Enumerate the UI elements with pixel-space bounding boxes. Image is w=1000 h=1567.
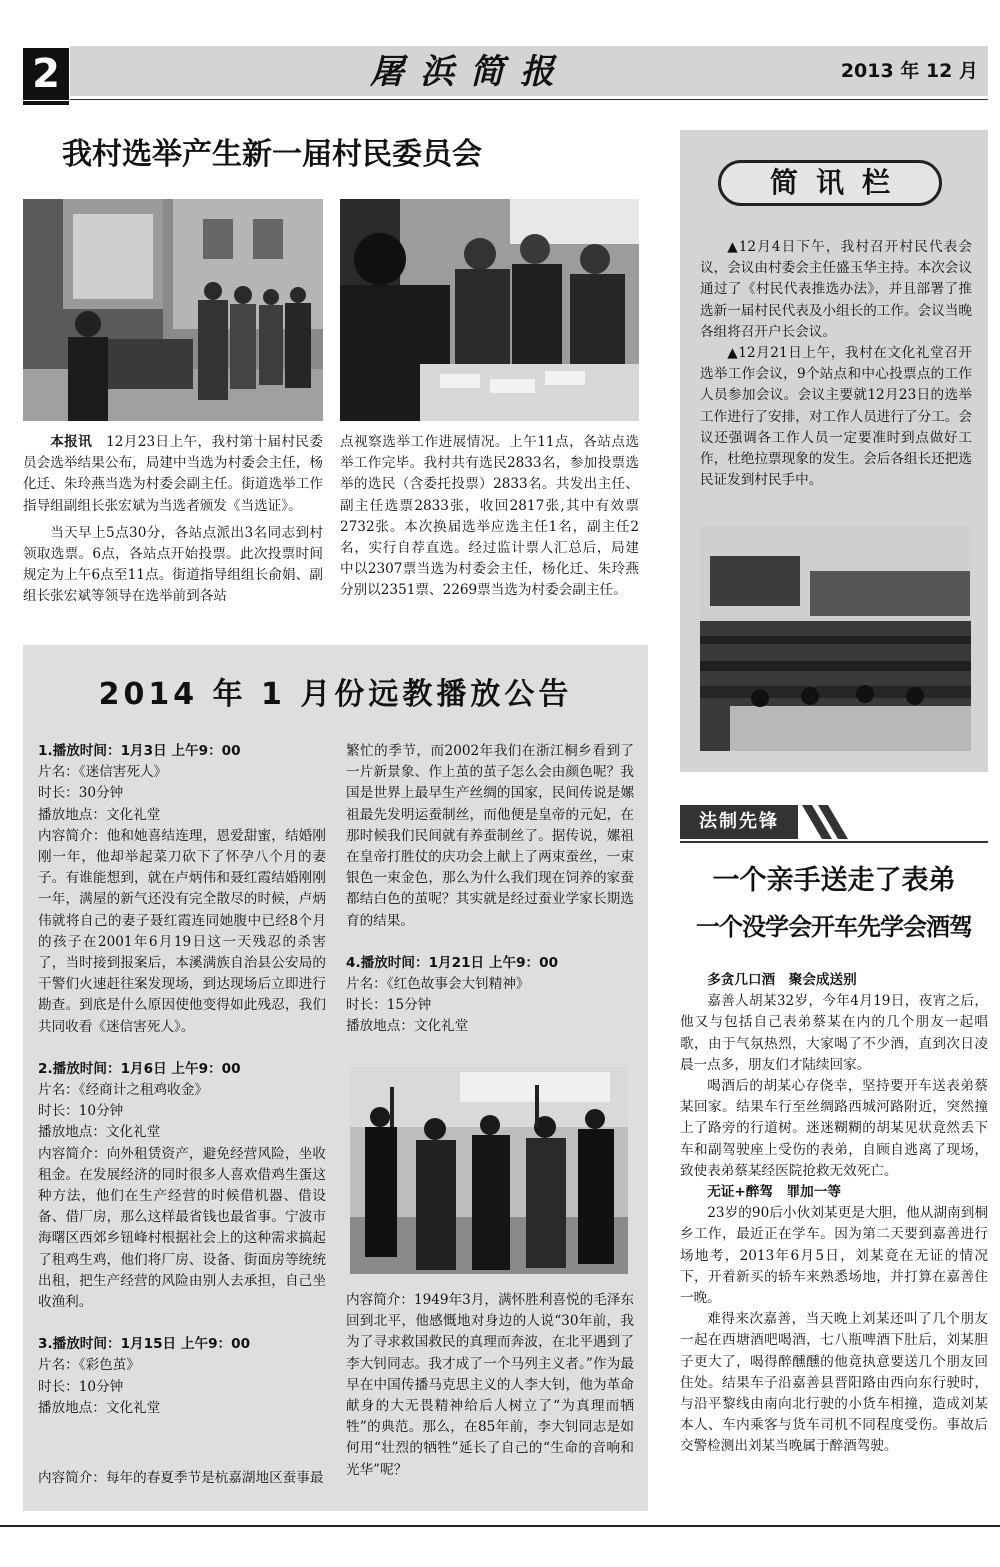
brief-item-1: ▲12月4日下午，我村召开村民代表会议，会议由村委会主任盛玉华主持。本次会议通过了《村民代表推选办法》，并且部署了推选新一届村民代表及小组长的工作。会议当晚各组将召开户长会议。 <box>700 239 972 340</box>
lead-headline: 我村选举产生新一届村民委员会 <box>62 137 482 172</box>
notice-item-3-intro-start: 内容简介：每年的春夏季节是杭嘉湖地区蚕事最 <box>38 1470 324 1486</box>
notice-item-4-intro: 内容简介：1949年3月，满怀胜利喜悦的毛泽东回到北平，他感慨地对身边的人说“30年前，我为了寻求救国救民的真理而奔波，在北平遇到了李大钊同志。我才成了一个马列主义者。”作为最早在中国传播马克思主义的人李大钊，他为革命献身的大无畏精神给后人树立了“为真理而牺牲”的典范。那么，在85年前，李大钊同志是如何用“壮烈的牺牲”延长了自己的“生命的音响和光华”呢？ <box>346 1292 634 1478</box>
legal-paragraph-4: 难得来次嘉善，当天晚上刘某还叫了几个朋友一起在西塘酒吧喝酒，七八瓶啤酒下肚后，刘某胆子更大了，喝得醉醺醺的他竟执意要送几个朋友回住处。结果车子沿嘉善县晋阳路由西向东行驶时，与沿平黎线由南向北行驶的小货车相撞，造成刘某本人、车内乘客与货车司机不同程度受伤。事故后交警检测出刘某当晚属于醉酒驾驶。 <box>680 1311 988 1455</box>
notice-item-4-time: 4.播放时间：1月21日 上午9：00 <box>346 954 559 971</box>
header-rule <box>70 99 988 100</box>
notice-column-1 <box>38 741 326 1419</box>
issue-date: 2013 年 12 月 <box>840 60 978 82</box>
dateline-tag: 本报讯 <box>50 434 93 450</box>
notice-item-2-intro: 内容简介：向外租赁资产，避免经营风险，坐收租金。在发展经济的同时很多人喜欢借鸡生蛋这种方法，他们在生产经营的时候借机器、借设备、借厂房，那么这样最省钱也最省事。宁波市海曙区西郊乡钮峰村根据社会上的这种需求搞起了租鸡生鸡，他们将厂房、设备、街面房等统统出租，把生产经营的风险由别人去承担，自己坐收渔利。 <box>38 1145 326 1311</box>
banner-slash-icon <box>800 805 860 839</box>
lead-paragraph-3: 点视察选举工作进展情况。上午11点，各站点选举工作完毕。我村共有选民2833名，参加投票选举的选民（含委托投票）2833名。共发出主任、副主任选票2833张，收回2817张,其中有效票2732张。本次换届选举应选主任1名，副主任2名，实行自荐直选。经过监计票人汇总后，局建中以2307票当选为村委会主任，杨化迁、朱玲燕分别以2351票、2269票当选为村委会副主任。 <box>340 434 639 599</box>
notice-item-1-name: 片名：《迷信害死人》 <box>38 764 168 781</box>
legal-banner: 法制先锋 <box>699 811 779 832</box>
historical-procession-photo <box>350 1067 628 1274</box>
page-number: 2 <box>32 51 60 97</box>
notice-item-3-time: 3.播放时间：1月15日 上午9：00 <box>38 1336 251 1353</box>
notice-item-4-name: 片名：《红色故事会大钊精神》 <box>346 976 530 993</box>
notice-item-2-name: 片名：《经商计之租鸡收金》 <box>38 1082 208 1099</box>
notice-item-4-intro-block <box>346 1290 634 1481</box>
header-rule-left <box>23 101 69 105</box>
notice-item-1-time: 1.播放时间：1月3日 上午9：00 <box>38 743 241 759</box>
legal-paragraph-1: 嘉善人胡某32岁，今年4月19日，夜宵之后，他又与包括自己表弟蔡某在内的几个朋友一起唱歌，由于气氛热烈，大家喝了不少酒，直到次日凌晨一点多，朋友们才陆续回家。 <box>680 993 988 1073</box>
legal-subhead-2: 无证+醉驾 罪加一等 <box>707 1184 841 1201</box>
lead-column-1 <box>23 432 323 608</box>
legal-text <box>680 970 988 1458</box>
legal-banner-rule <box>680 841 988 843</box>
brief-title: 简讯栏 <box>769 166 908 199</box>
notice-item-2-time: 2.播放时间：1月6日 上午9：00 <box>38 1060 241 1077</box>
brief-item-2: ▲12月21日上午，我村在文化礼堂召开选举工作会议，9个站点和中心投票点的工作人员参加会议。会议主要就12月23日的选举工作进行了安排，对工作人员进行了分工。会议还强调各工作人员一定要准时到点做好工作，杜绝拉票现象的发生。会后各组长还把选民证发到村民手中。 <box>700 345 972 489</box>
notice-item-3-venue: 播放地点：文化礼堂 <box>38 1399 161 1416</box>
legal-headline-1: 一个亲手送走了表弟 <box>712 865 956 896</box>
legal-subhead-1: 多贪几口酒 聚会成送别 <box>707 972 857 988</box>
notice-item-4-duration: 时长：15分钟 <box>346 997 432 1014</box>
notice-item-2-venue: 播放地点：文化礼堂 <box>38 1124 161 1141</box>
footer-rule <box>0 1525 1000 1527</box>
legal-paragraph-2: 喝酒后的胡某心存侥幸，坚持要开车送表弟蔡某回家。结果车行至丝绸路西城河路附近，突然撞上了路旁的行道树。迷迷糊糊的胡某见状竟然丢下车和副驾驶座上受伤的表弟，自顾自逃离了现场，致使表弟蔡某经医院抢救无效死亡。 <box>680 1078 988 1179</box>
notice-item-3-intro: 繁忙的季节，而2002年我们在浙江桐乡看到了一片新景象、作上茧的茧子怎么会由颜色呢？我国是世界上最早生产丝绸的国家，民间传说是嫘祖最先发明运蚕制丝，而他便是皇帝的元妃，在那时候我们民间就有养蚕制丝了。据传说，嫘祖在皇帝打胜仗的庆功会上献上了两束蚕丝，一束银色一束金色，那么为什么我们现在饲养的家蚕都结白色的茧呢？其实就是经过蚕业学家长期选育的结果。 <box>346 743 634 929</box>
notice-item-1-duration: 时长：30分钟 <box>38 785 124 802</box>
notice-column-2 <box>346 741 634 1038</box>
brief-text <box>700 237 972 491</box>
lead-paragraph-2: 当天早上5点30分，各站点派出3名同志到村领取选票。6点，各站点开始投票。此次投票时间规定为上午6点至11点。街道指导组组长俞娟、副组长张宏斌等领导在选举前到各站 <box>23 524 323 605</box>
notice-item-4-venue: 播放地点：文化礼堂 <box>346 1018 469 1035</box>
legal-paragraph-3: 23岁的90后小伙刘某更是大胆，他从湖南到桐乡工作，最近正在学车。因为第二天要到嘉善进行场地考，2013年6月5日，刘某竟在无证的情况下，开着新买的轿车来熟悉场地，并打算在嘉善住一晚。 <box>680 1205 988 1307</box>
notice-title: 2014 年 1 月份远教播放公告 <box>98 677 573 712</box>
notice-item-3-duration: 时长：10分钟 <box>38 1378 124 1395</box>
notice-item-3-name: 片名：《彩色茧》 <box>38 1357 140 1374</box>
masthead: 屠浜简报 <box>370 52 570 92</box>
meeting-hall-photo <box>700 526 971 751</box>
ballot-counting-photo <box>340 199 639 421</box>
lead-column-2 <box>340 432 639 602</box>
notice-item-1-venue: 播放地点：文化礼堂 <box>38 806 161 823</box>
lead-paragraph-1: 12月23日上午，我村第十届村民委员会选举结果公布，局建中当选为村委会主任，杨化迁、朱玲燕当选为村委会副主任。街道选举工作指导组副组长张宏斌为当选者颁发《当选证》。 <box>23 434 323 514</box>
notice-column-1-tail <box>38 1468 326 1489</box>
legal-headline-2: 一个没学会开车先学会酒驾 <box>696 913 972 941</box>
notice-item-1-intro: 内容简介：他和她喜结连理，恩爱甜蜜，结婚刚刚一年，他却举起菜刀砍下了怀孕八个月的妻子。有谁能想到，就在卢炳伟和聂红霞结婚刚刚一年，满屋的新气还没有完全散尽的时候，卢炳伟就将自己的妻子聂红霞连同她腹中已经8个月的孩子在2001年6月19日这一天残忍的杀害了，当时接到报案后，本溪满族自治县公安局的干警们火速赶往案发现场，到达现场后立即进行勘查。到底是什么原因使他变得如此残忍，我们共同收看《迷信害死人》。 <box>38 827 326 1035</box>
voting-station-photo <box>23 199 323 421</box>
notice-item-2-duration: 时长：10分钟 <box>38 1103 124 1120</box>
